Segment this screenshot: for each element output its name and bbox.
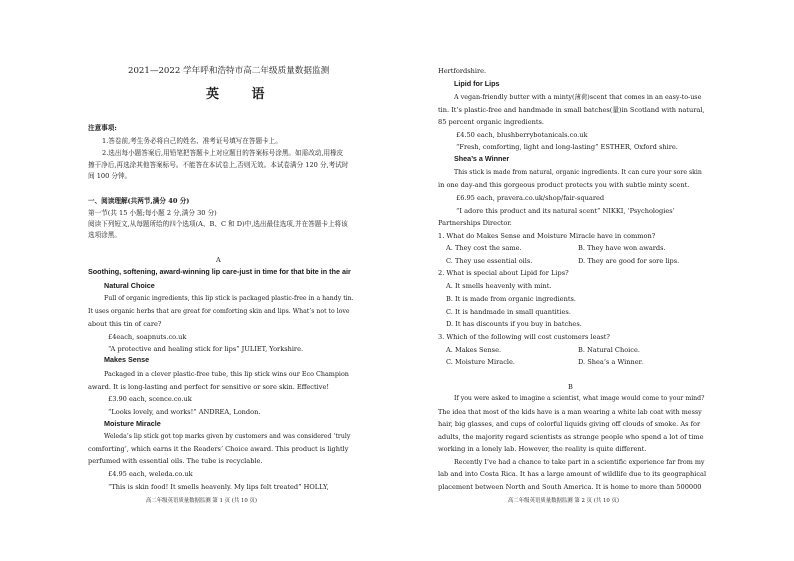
question-stem: 3. Which of the following will cost customers least? [438,333,610,341]
answer-option: C. They use essential oils. [446,257,533,265]
product-name-natural-choice: Natural Choice [104,281,155,290]
paragraph-line: Recently I’ve had a chance to take part in a scientific experience far from my [454,458,705,466]
paragraph-line: hair, big glasses, and cups of colorful liquids giving off clouds of smoke. As for [438,420,701,428]
section-heading: 第一节(共 15 小题;每小题 2 分,满分 30 分) [88,209,217,217]
answer-option: D. Shea’s a Winner. [578,358,644,366]
question-stem: 2. What is special about Lipid for Lips? [438,269,569,277]
answer-option: D. It has discounts if you buy in batches. [446,320,582,328]
product-name-makes-sense: Makes Sense [104,355,150,364]
notes-heading: 注意事项: [88,124,117,132]
answer-option: A. It smells heavenly with mint. [446,282,552,290]
product-name-sheas-a-winner: Shea’s a Winner [454,154,510,163]
answer-option: C. Moisture Miracle. [446,358,516,366]
paragraph-line: perfumed with essential oils. The tube is recyclable. [88,457,263,465]
exam-title: 2021—2022 学年呼和浩特市高二年级质量数据监测 [128,66,330,76]
passage-a-label: A [216,256,221,264]
note-line: 擦干净后,再选涂其他答案标号。不能答在本试卷上,否则无效。本试卷满分 120 分,考试时 [88,161,349,169]
quote-continuation: Hertfordshire. [438,67,487,75]
paragraph-line: 85 percent organic ingredients. [438,118,545,126]
answer-option: B. They have won awards. [578,244,666,252]
instruction-line: 阅读下列短文,从每题所给的四个选项(A、B、C 和 D)中,选出最佳选项,并在答题卡上将该 [88,220,348,228]
passage-a-headline: Soothing, softening, award-winning lip care-just in time for that bite in the air [88,267,351,276]
paragraph-line: tin. It’s plastic-free and handmade in small batches(量)in Scotland with natural, [438,106,705,114]
product-name-moisture-miracle: Moisture Miracle [104,419,161,428]
answer-option: C. It is handmade in small quantities. [446,308,571,316]
paragraph-line: about this tin of care? [88,320,162,328]
answer-option: B. Natural Choice. [578,346,640,354]
product-quote: “A protective and healing stick for lips” JULIET, Yorkshire. [108,345,304,353]
product-price: £3.90 each, scence.co.uk [108,395,192,403]
paragraph-line: Packaged in a clever plastic-free tube, this lip stick wins our Eco Champion [104,370,349,378]
paragraph-line: comforting’, which earns it the Readers’ Choice award. This product is lightly [88,445,349,453]
paragraph-line: Weleda’s lip stick got top marks given by customers and was considered ‘truly [104,433,351,440]
paragraph-line: Full of organic ingredients, this lip stick is packaged plastic-free in a handy tin. [104,295,354,302]
product-price: £4each, soapnuts.co.uk [108,333,187,341]
paragraph-line: working in a lonely lab. However, the reality is quite different. [438,445,647,453]
paragraph-line: placement between North and South America. It is home to more than 500000 [438,483,702,491]
product-quote: “Looks lovely, and works!” ANDREA, London. [108,408,261,416]
product-quote: “I adore this product and its natural scent” NIKKI, ‘Psychologies’ [456,207,675,215]
paragraph-line: adults, the majority regard scientists as strange people who spend a lot of time [438,433,704,441]
note-line: 1.答卷前,考生务必将自己的姓名、准考证号填写在答题卡上。 [102,137,282,145]
paragraph-line: This stick is made from natural, organic ingredients. It can cure your sore skin [454,169,702,176]
question-stem: 1. What do Makes Sense and Moisture Miracle have in common? [438,232,656,240]
note-line: 2.选出每小题答案后,用铅笔把答题卡上对应题目的答案标号涂黑。如需改动,用橡皮 [102,149,344,157]
answer-option: A. Makes Sense. [446,346,502,354]
answer-option: B. It is made from organic ingredients. [446,295,576,303]
paragraph-line: It uses organic herbs that are great for comforting skin and lips. What’s not to love [88,308,350,315]
product-price: £4.95 each, weleda.co.uk [108,470,193,478]
paragraph-line: award. It is long-lasting and perfect for sensitive or sore skin. Effective! [88,383,330,391]
quote-continuation: Partnerships Director. [438,219,512,227]
paragraph-line: A vegan-friendly butter with a minty(薄荷)scent that comes in an easy-to-use [454,93,702,101]
paragraph-line: lab and into Costa Rica. It has a large amount of wildlife due to its geographical [438,470,707,478]
paragraph-line: If you were asked to imagine a scientist, what image would come to your mind? [454,395,705,402]
product-price: £4.50 each, blushberrybotanicals.co.uk [456,131,588,139]
product-price: £6.95 each, pravera.co.uk/shop/fair-squared [456,194,605,202]
paragraph-line: The idea that most of the kids have is a man wearing a white lab coat with messy [438,408,702,416]
subject-title: 英 语 [206,87,279,102]
note-line: 间 100 分钟。 [88,172,132,180]
instruction-line: 选项涂黑。 [88,231,121,239]
paragraph-line: in one day-and this gorgeous product protects you with subtle minty scent. [438,181,690,189]
product-name-lipid-for-lips: Lipid for Lips [454,79,500,88]
answer-option: D. They are good for sore lips. [578,257,680,265]
footer-left: 高二年级英语质量数据监测 第 1 页 (共 10 页) [146,498,258,504]
passage-b-label: B [568,383,573,391]
answer-option: A. They cost the same. [446,244,522,252]
part-heading: 一、阅读理解(共两节,满分 40 分) [88,197,190,205]
footer-right: 高二年级英语质量数据监测 第 2 页 (共 10 页) [508,498,620,504]
product-quote: “This is skin food! It smells heavenly. My lips felt treated” HOLLY, [108,483,329,491]
product-quote: “Fresh, comforting, light and long-lasting” ESTHER, Oxford shire. [456,143,678,151]
